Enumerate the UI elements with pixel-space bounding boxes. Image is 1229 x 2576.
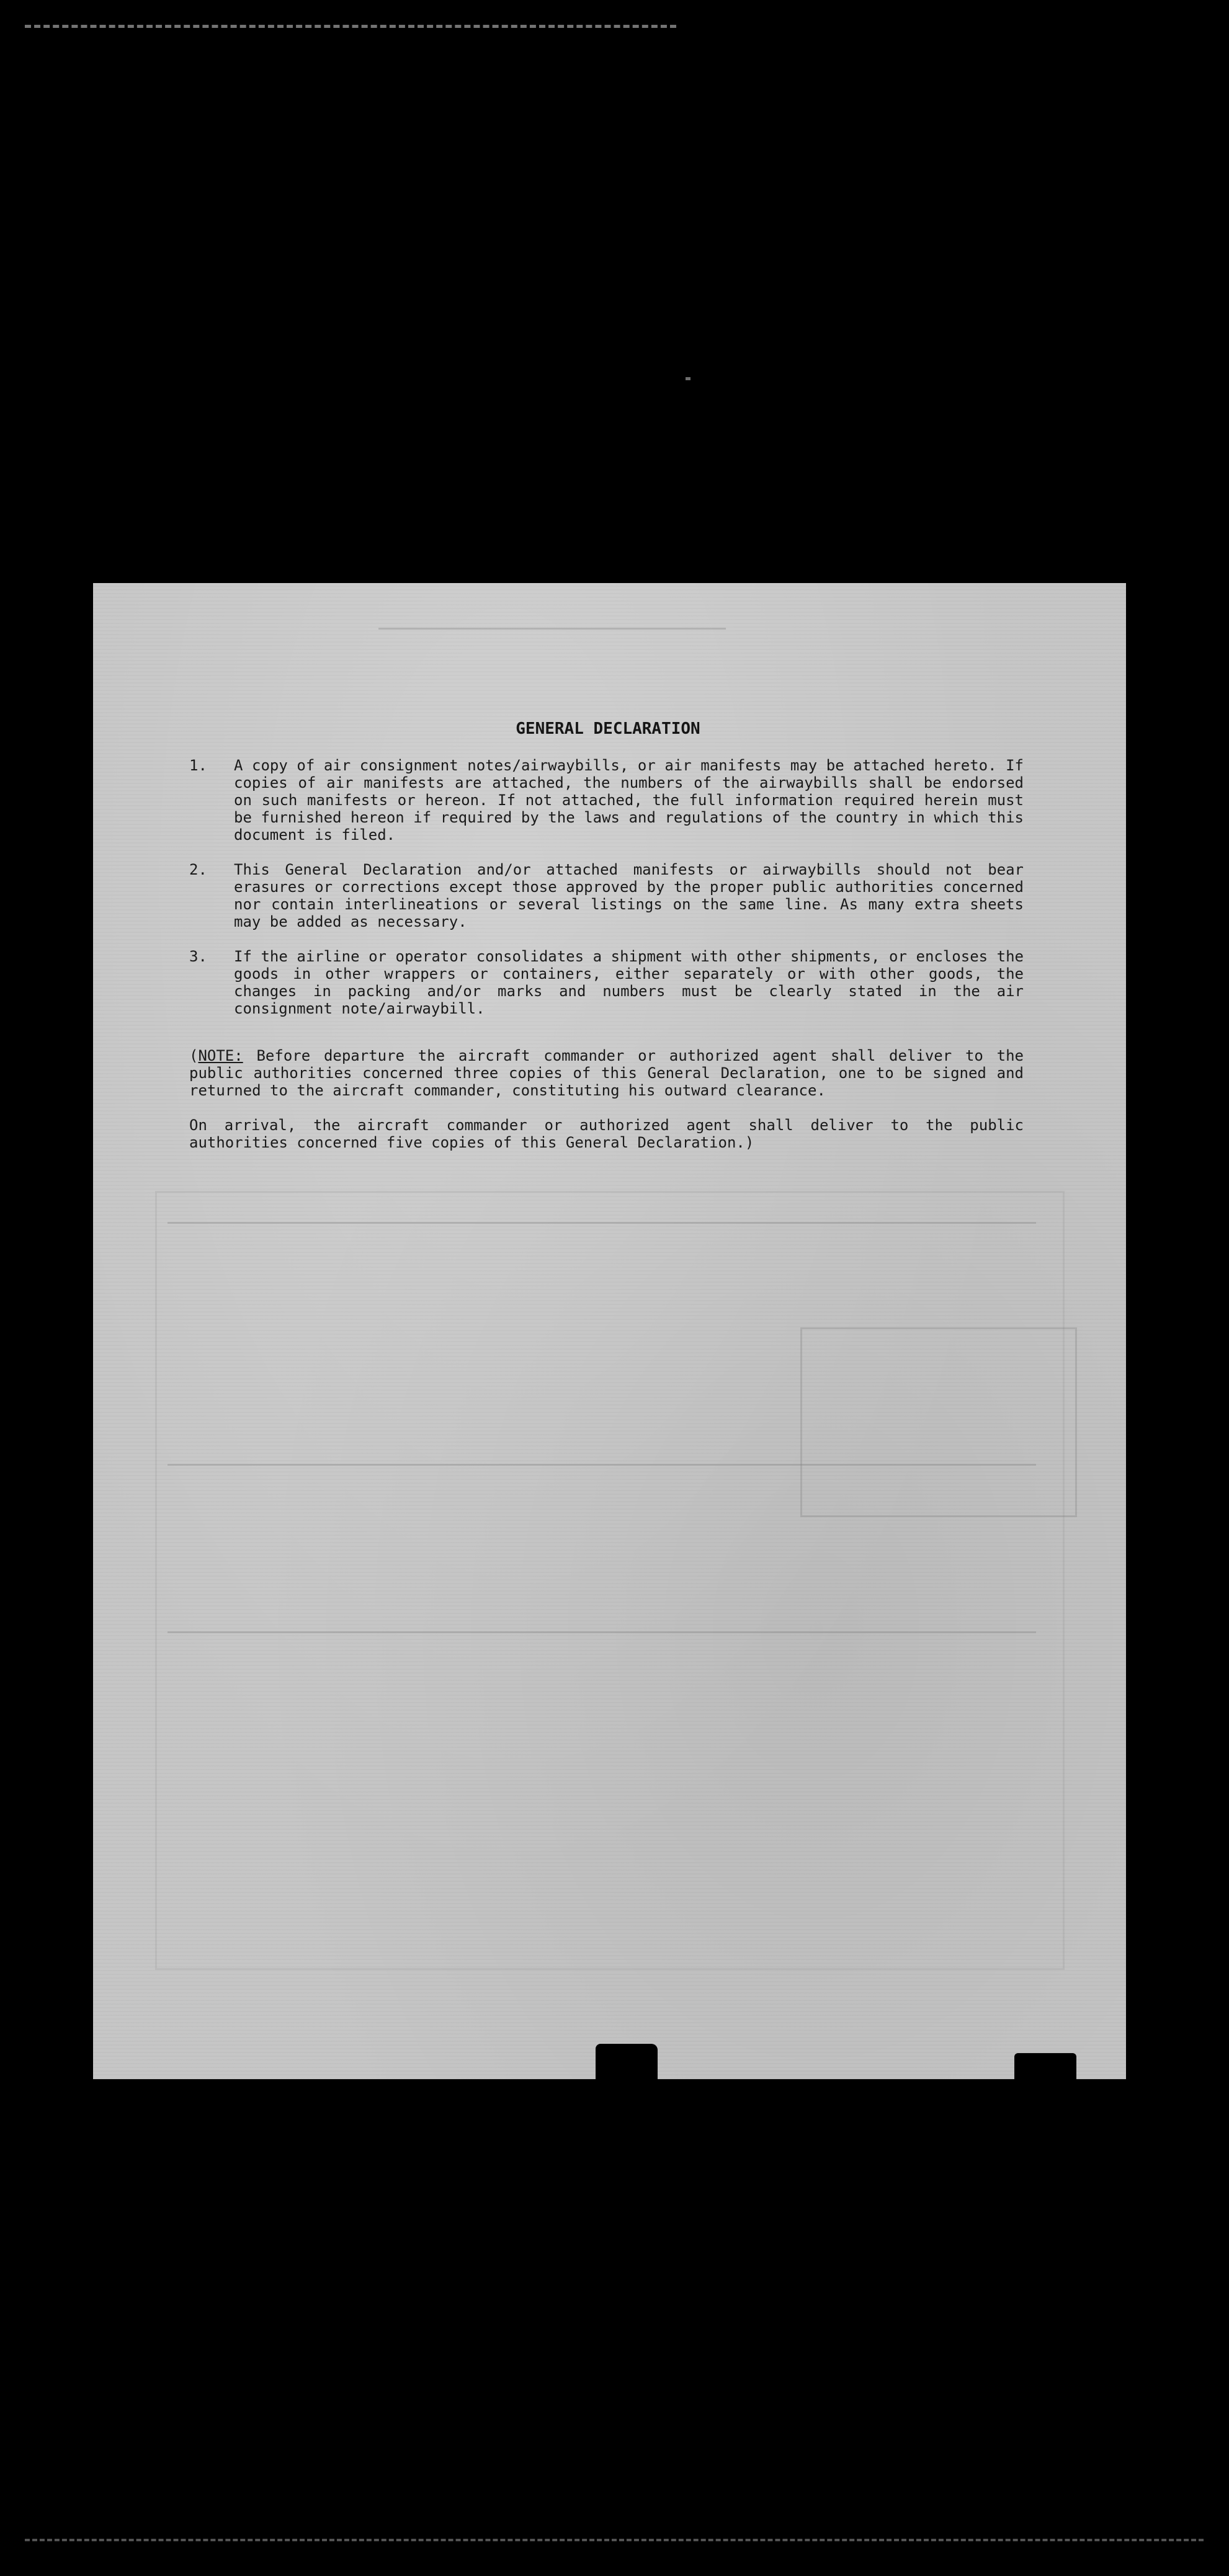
document-sheet bbox=[93, 583, 1126, 2079]
item-text: If the airline or operator consolidates a shipment with other shipments, or encloses the goods in other wrappers or containers, either separately or with other goods, the changes in packing and/or marks and numbers must be clearly stated in the air consignment note/airwaybill. bbox=[234, 948, 1024, 1017]
arrival-paragraph: On arrival, the aircraft commander or authorized agent shall deliver to the public authorities concerned five copies of this General Declaration.) bbox=[189, 1116, 1024, 1151]
item-text: This General Declaration and/or attached manifests or airwaybills should not bear erasures or corrections except those approved by the proper public authorities concerned nor contain interlineations or several listings on the same line. As many extra sheets may be added as necessary. bbox=[234, 861, 1024, 930]
instruction-item bbox=[189, 757, 1024, 844]
item-text: A copy of air consignment notes/airwaybills, or air manifests may be attached hereto. If copies of air manifests are attached, the numbers of the airwaybills shall be endorsed on such manifests or hereon. If not attached, the full information required herein must be furnished hereon if required by the laws and regulations of the country in which this document is filed. bbox=[234, 757, 1024, 844]
note-text: Before departure the aircraft commander or authorized agent shall deliver to the public authorities concerned three copies of this General Declaration, one to be signed and returned to the aircraft commander, constituting his outward clearance. bbox=[189, 1047, 1024, 1099]
film-edge-top bbox=[25, 25, 676, 34]
film-edge-bottom bbox=[25, 2539, 1204, 2545]
bleed-through-line bbox=[378, 628, 726, 630]
bleed-through-frame bbox=[155, 1191, 1065, 1970]
instruction-item bbox=[189, 948, 1024, 1017]
note-paragraph bbox=[189, 1047, 1024, 1099]
film-speck bbox=[686, 377, 690, 380]
instruction-item bbox=[189, 861, 1024, 930]
note-label: NOTE: bbox=[198, 1047, 243, 1064]
item-number: 1. bbox=[189, 757, 207, 774]
item-number: 3. bbox=[189, 948, 207, 965]
note-open-paren: ( bbox=[189, 1047, 199, 1064]
declaration-body bbox=[189, 757, 1024, 1151]
item-number: 2. bbox=[189, 861, 207, 878]
document-title: GENERAL DECLARATION bbox=[516, 720, 700, 738]
paper-tear bbox=[1014, 2053, 1076, 2079]
paper-tear bbox=[596, 2044, 658, 2079]
